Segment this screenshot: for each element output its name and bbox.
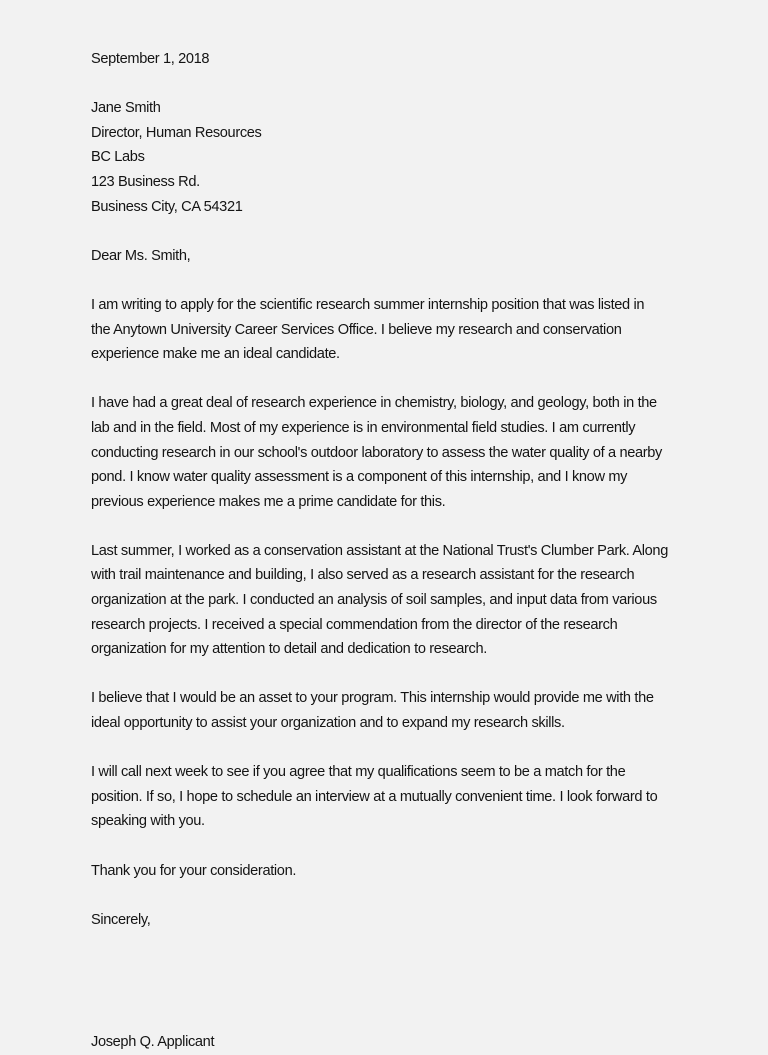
paragraph-line: with trail maintenance and building, I also served as a research assistant for the research — [91, 567, 635, 584]
paragraph-follow-up — [91, 760, 708, 834]
paragraph-line: I am writing to apply for the scientific research summer internship position that was listed in — [91, 296, 645, 313]
paragraph-line: research projects. I received a special commendation from the director of the research — [91, 616, 618, 633]
recipient-city: Business City, CA 54321 — [91, 198, 243, 215]
letter-date: September 1, 2018 — [91, 51, 210, 67]
salutation: Dear Ms. Smith, — [91, 247, 191, 264]
paragraph-line: Last summer, I worked as a conservation assistant at the National Trust's Clumber Park. Along — [91, 542, 668, 559]
paragraph-thanks — [91, 859, 708, 884]
paragraph-line: conducting research in our school's outdoor laboratory to assess the water quality of a nearby — [91, 444, 663, 461]
paragraph-experience — [91, 391, 708, 514]
paragraph-line: previous experience makes me a prime candidate for this. — [91, 493, 446, 510]
signature-space — [91, 932, 708, 1030]
paragraph-line: I believe that I would be an asset to your program. This internship would provide me with the — [91, 690, 654, 707]
recipient-name: Jane Smith — [91, 100, 161, 117]
paragraph-line: speaking with you. — [91, 813, 205, 830]
closing: Sincerely, — [91, 911, 151, 928]
paragraph-line: I have had a great deal of research experience in chemistry, biology, and geology, both in the — [91, 395, 657, 412]
paragraph-line: the Anytown University Career Services Office. I believe my research and conservation — [91, 321, 622, 338]
paragraph-line: lab and in the field. Most of my experience is in environmental field studies. I am currently — [91, 419, 636, 436]
recipient-street: 123 Business Rd. — [91, 173, 200, 190]
paragraph-line: I will call next week to see if you agree that my qualifications seem to be a match for the — [91, 764, 626, 781]
paragraph-line: organization at the park. I conducted an analysis of soil samples, and input data from various — [91, 592, 657, 609]
paragraph-line: experience make me an ideal candidate. — [91, 346, 340, 363]
recipient-company: BC Labs — [91, 149, 145, 166]
paragraph-line: position. If so, I hope to schedule an interview at a mutually convenient time. I look forward to — [91, 788, 658, 805]
recipient-address — [91, 96, 708, 219]
paragraph-intro — [91, 293, 708, 367]
paragraph-line: pond. I know water quality assessment is a component of this internship, and I know my — [91, 469, 628, 486]
paragraph-line: ideal opportunity to assist your organization and to expand my research skills. — [91, 715, 565, 732]
paragraph-line: organization for my attention to detail and dedication to research. — [91, 641, 487, 658]
paragraph-line: Thank you for your consideration. — [91, 862, 297, 879]
paragraph-summer-work — [91, 539, 708, 662]
signature-name: Joseph Q. Applicant — [91, 1034, 215, 1051]
recipient-title: Director, Human Resources — [91, 124, 262, 141]
paragraph-asset — [91, 686, 708, 735]
